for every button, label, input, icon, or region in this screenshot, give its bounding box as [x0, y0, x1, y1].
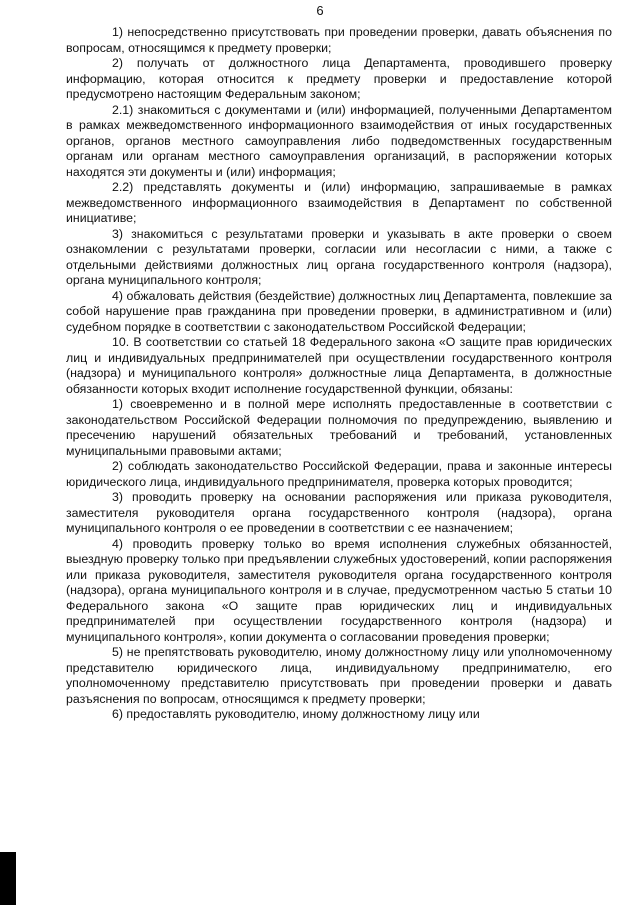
paragraph: 6) предоставлять руководителю, иному должностному лицу или — [112, 707, 480, 721]
scan-edge-mark — [0, 852, 16, 905]
paragraph: 3) проводить проверку на основании распоряжения или приказа руководителя, заместителя руководителя органа государственного контроля (надзора), органа муниципального контроля о ее проведении в соответствии с ее назначением; — [66, 490, 612, 535]
paragraph: 2.2) представлять документы и (или) информацию, запрашиваемые в рамках межведомственного информационного взаимодействия в Департамент по собственной инициативе; — [66, 180, 612, 225]
paragraph: 4) проводить проверку только во время исполнения служебных обязанностей, выездную проверку только при предъявлении служебных удостоверений, копии распоряжения или приказа руководителя, заместителя руководителя органа государственного контроля (надзора), органа муниципального контроля и в случае, предусмотренном частью 5 статьи 10 Федерального закона «О защите прав юридических лиц и индивидуальных предпринимателей при осуществлении государственного контроля (надзора) и муниципального контроля», копии документа о согласовании проведения проверки; — [66, 536, 612, 644]
page-number: 6 — [316, 3, 324, 18]
paragraph: 10. В соответствии со статьей 18 Федерального закона «О защите прав юридических лиц и индивидуальных предпринимателей при осуществлении государственного контроля (надзора) и муниципального контроля» должностные лица Департамента, в должностные обязанности которых входит исполнение государственной функции, обязаны: — [66, 335, 612, 396]
paragraph: 1) непосредственно присутствовать при проведении проверки, давать объяснения по вопросам, относящимся к предмету проверки; — [66, 25, 612, 55]
paragraph: 2.1) знакомиться с документами и (или) информацией, полученными Департаментом в рамках межведомственного информационного взаимодействия от иных государственных органов, органов местного самоуправления либо подведомственных государственным органам или органам местного самоуправления организаций, в распоряжении которых находятся эти документы и (или) информация; — [66, 102, 612, 179]
paragraph: 5) не препятствовать руководителю, иному должностному лицу или уполномоченному представителю юридического лица, индивидуальному предпринимателю, его уполномоченному представителю присутствовать при проведении проверки и давать разъяснения по вопросам, относящимся к предмету проверки; — [66, 645, 612, 706]
paragraph: 2) получать от должностного лица Департамента, проводившего проверку информацию, которая относится к предмету проверки и предоставление которой предусмотрено настоящим Федеральным законом; — [66, 56, 612, 101]
document-body — [66, 25, 612, 723]
paragraph: 4) обжаловать действия (бездействие) должностных лиц Департамента, повлекшие за собой нарушение прав гражданина при проведении проверки, в административном и (или) судебном порядке в соответствии с законодательством Российской Федерации; — [66, 288, 612, 334]
paragraph: 3) знакомиться с результатами проверки и указывать в акте проверки о своем ознакомлении с результатами проверки, согласии или несогласии с ними, а также с отдельными действиями должностных лиц органа государственного контроля (надзора), органа муниципального контроля; — [66, 226, 612, 287]
paragraph: 2) соблюдать законодательство Российской Федерации, права и законные интересы юридического лица, индивидуального предпринимателя, проверка которых проводится; — [66, 459, 612, 489]
paragraph: 1) своевременно и в полной мере исполнять предоставленные в соответствии с законодательством Российской Федерации полномочия по предупреждению, выявлению и пресечению нарушений обязательных требований и требований, установленных муниципальными правовыми актами; — [66, 397, 612, 458]
